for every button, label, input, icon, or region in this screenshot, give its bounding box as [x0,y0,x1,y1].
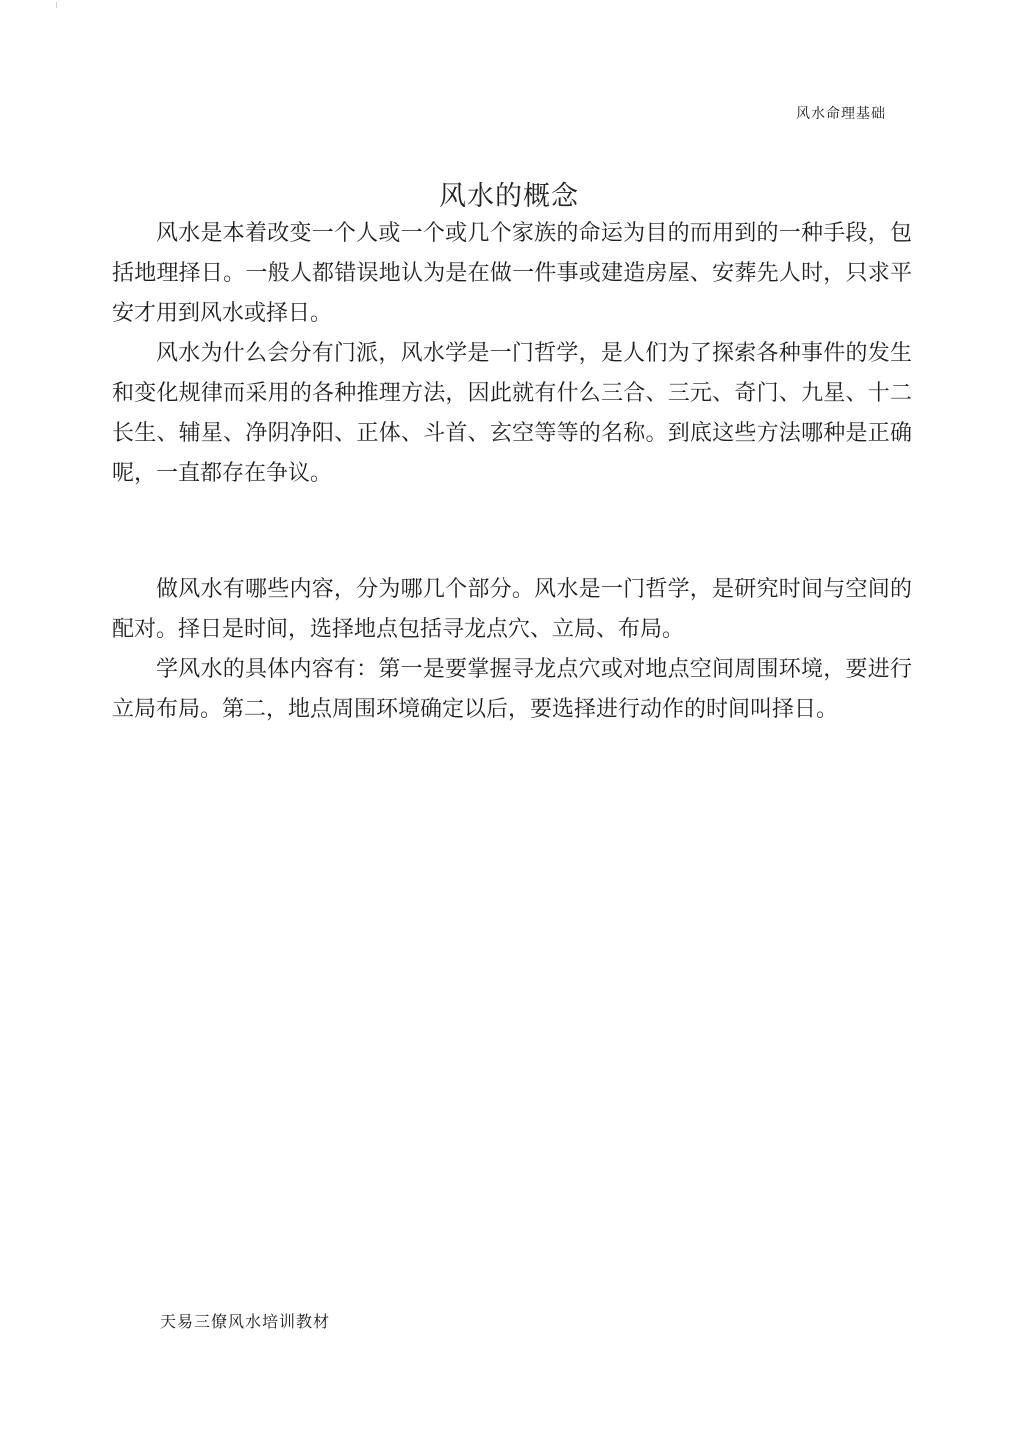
paragraph: 风水为什么会分有门派，风水学是一门哲学，是人们为了探索各种事件的发生和变化规律而采用的各种推理方法，因此就有什么三合、三元、奇门、九星、十二长生、辅星、净阴净阳、正体、斗首、玄空等等的名称。到底这些方法哪种是正确呢，一直都存在争议。 [112,341,912,486]
paragraph: 风水是本着改变一个人或一个或几个家族的命运为目的而用到的一种手段，包括地理择日。一般人都错误地认为是在做一件事或建造房屋、安葬先人时，只求平安才用到风水或择日。 [112,221,912,326]
running-header: 风水命理基础 [796,106,886,122]
running-footer: 天易三僚风水培训教材 [160,1312,331,1331]
scan-corner-mark [56,2,57,8]
page-title: 风水的概念 [439,181,579,212]
body-section-2 [112,570,912,730]
paragraph: 学风水的具体内容有：第一是要掌握寻龙点穴或对地点空间周围环境，要进行立局布局。第二，地点周围环境确定以后，要选择进行动作的时间叫择日。 [112,657,912,722]
paragraph: 做风水有哪些内容，分为哪几个部分。风水是一门哲学，是研究时间与空间的配对。择日是时间，选择地点包括寻龙点穴、立局、布局。 [112,577,912,642]
body-section-1 [112,214,912,494]
